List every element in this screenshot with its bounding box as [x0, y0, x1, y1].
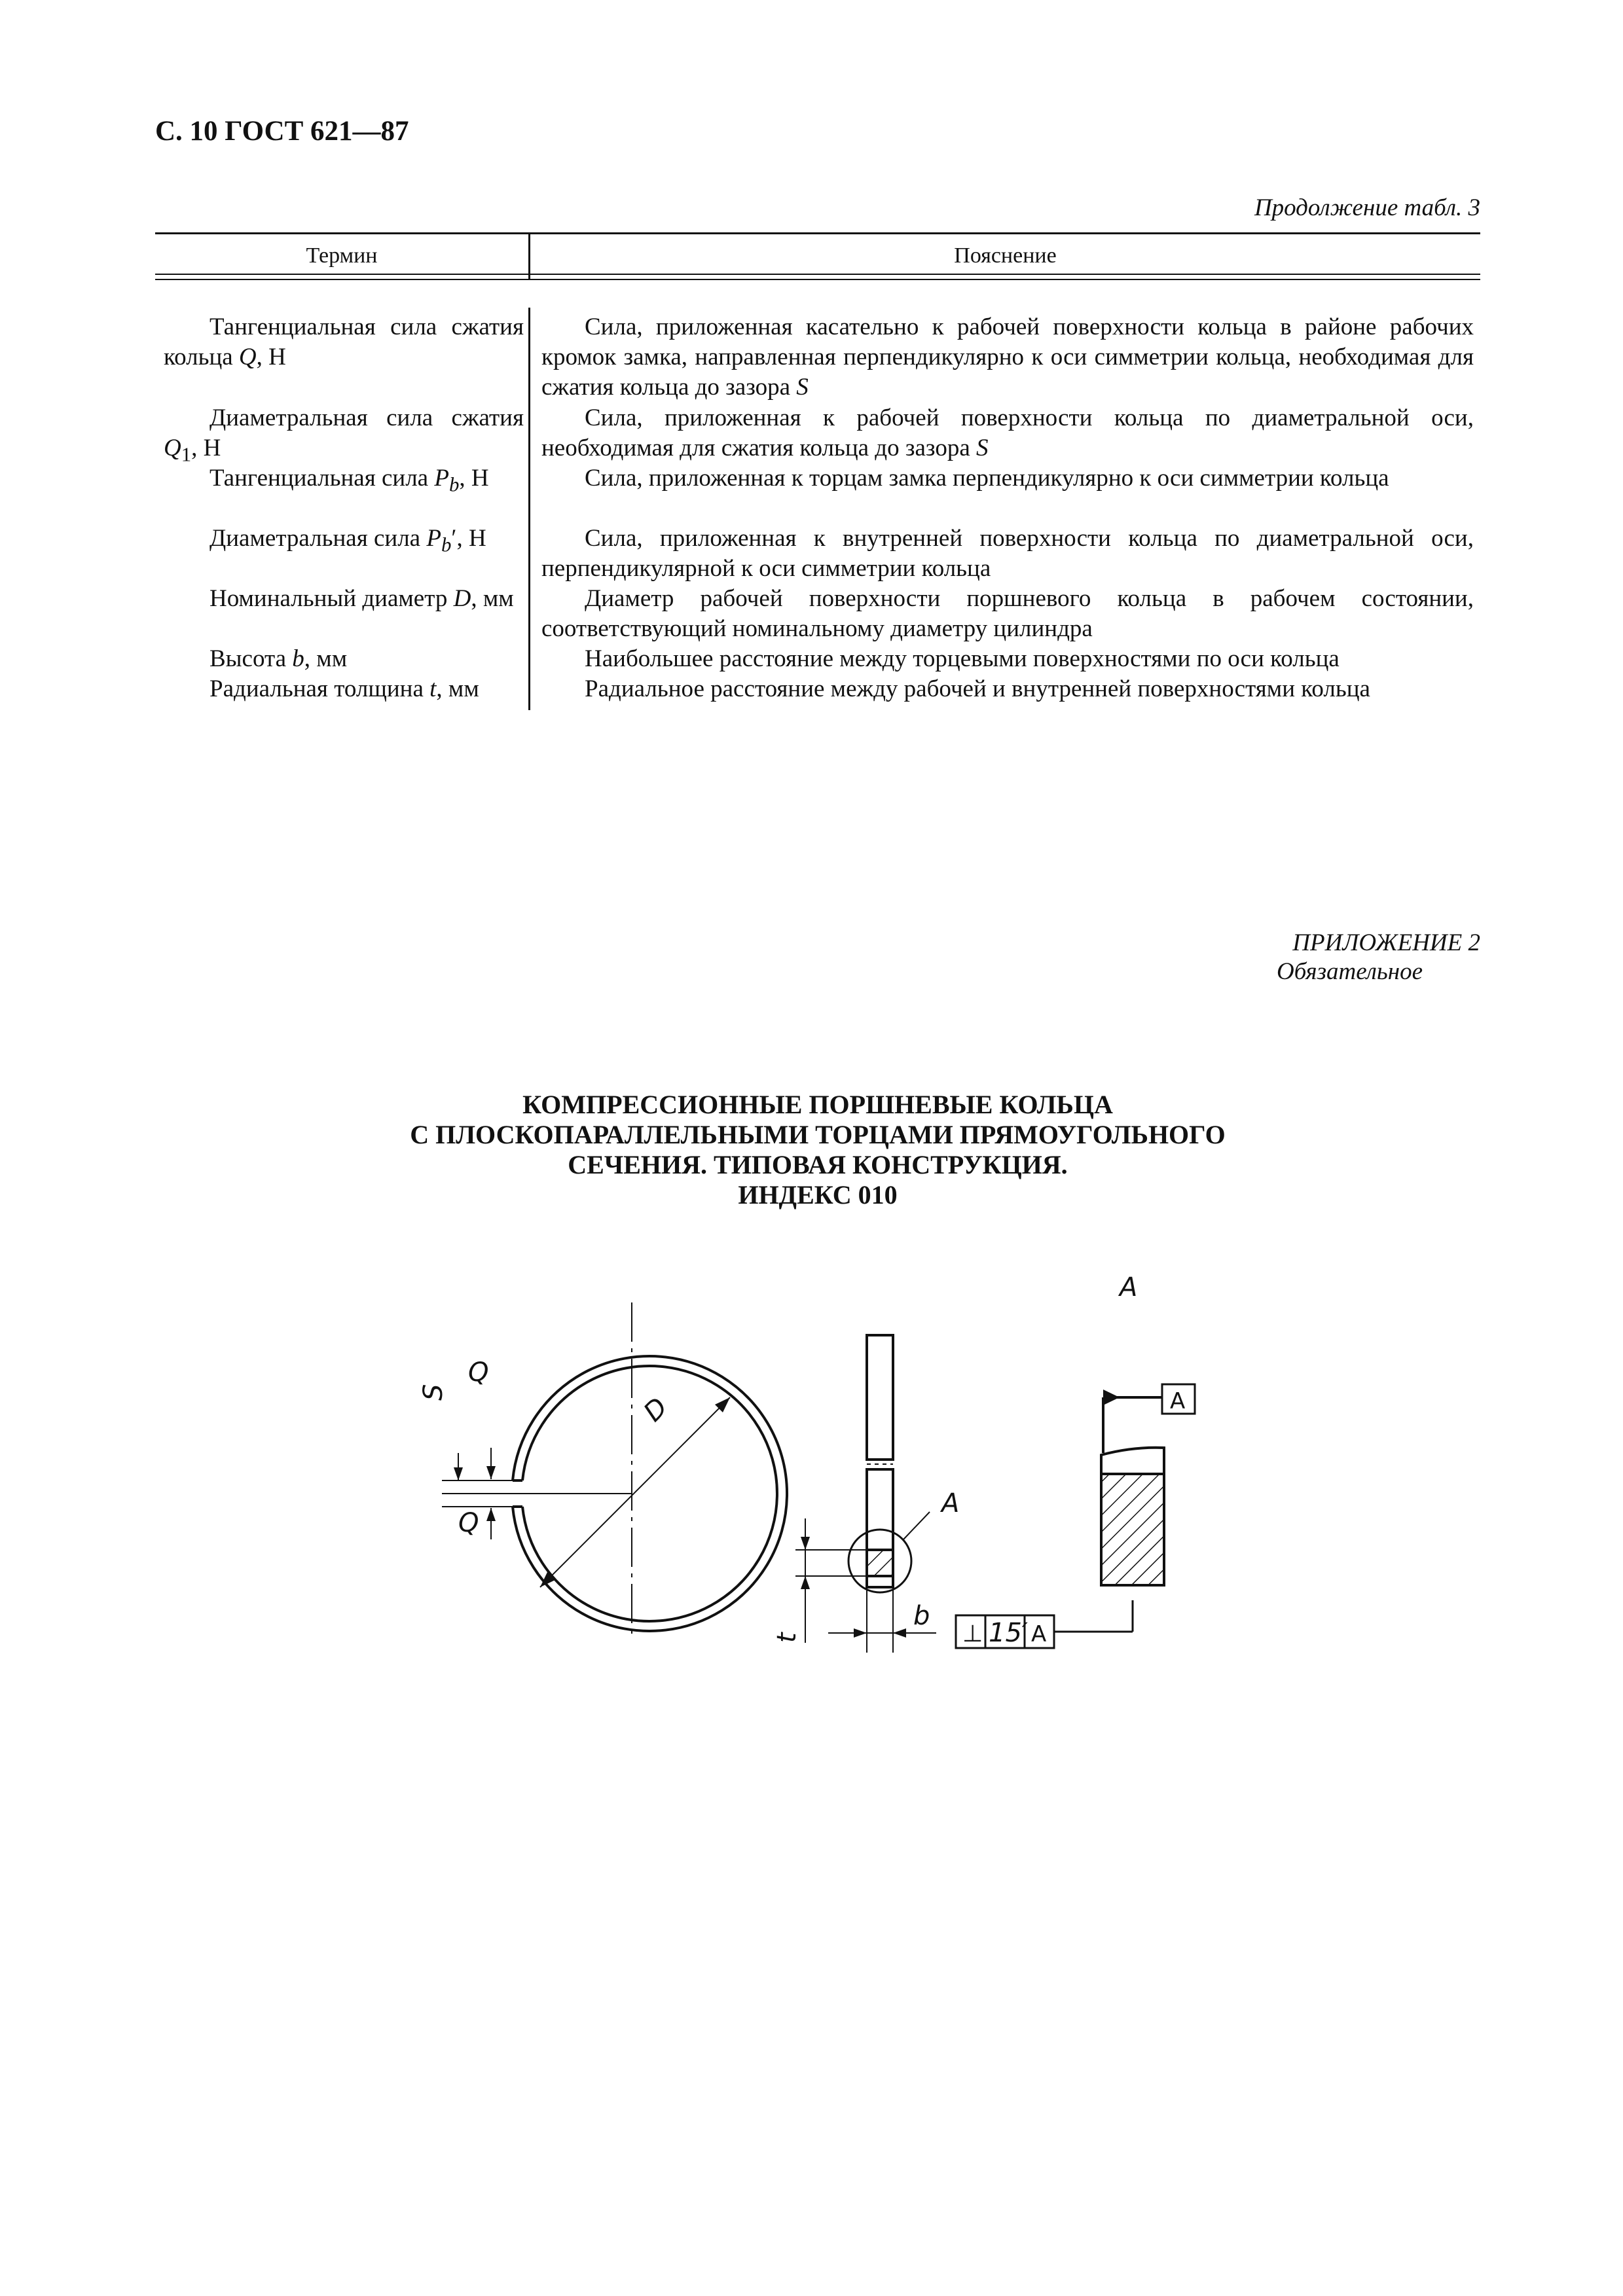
b-arrow-right [893, 1628, 906, 1638]
section-top-edge [1101, 1448, 1164, 1474]
s-dim-arrowhead [454, 1467, 463, 1480]
section-hatched-body [1101, 1474, 1164, 1585]
table-row-term: Диаметральная сила сжатия $Q_1$, Н [164, 404, 524, 466]
page-header: С. 10 ГОСТ 621—87 [155, 116, 409, 147]
title-line: КОМПРЕССИОННЫЕ ПОРШНЕВЫЕ КОЛЬЦА [522, 1090, 1113, 1119]
table-row-explanation: Диаметр рабочей поверхности поршневого кольца в рабочем состоянии, соответствующий номинальному диаметру цилиндра [541, 585, 1474, 642]
table-header-rule-1 [155, 274, 1480, 275]
table-row-term: Диаметральная сила $P_b'$, Н [210, 525, 486, 556]
ring-front-view [442, 1302, 787, 1636]
table-row-term: Тангенциальная сила сжатия кольца Q, Н [164, 314, 524, 370]
table-header-divider [528, 232, 530, 280]
b-arrow-left [854, 1628, 867, 1638]
datum-triangle [1103, 1390, 1120, 1405]
column-header-term: Термин [306, 243, 378, 268]
table-row-explanation: Сила, приложенная к внутренней поверхности кольца по диаметральной оси, перпендикулярной к оси симметрии кольца [541, 525, 1474, 582]
piston-ring-drawing [393, 1257, 1244, 1689]
table-continuation-note: Продолжение табл. 3 [1254, 194, 1480, 221]
table-row-explanation: Сила, приложенная к торцам замка перпендикулярно к оси симметрии кольца [585, 465, 1389, 492]
q-top-arrowhead [486, 1466, 496, 1479]
detail-view-a [1101, 1384, 1195, 1585]
view-a-label: A [1120, 1272, 1138, 1302]
q-bottom-arrowhead [486, 1508, 496, 1521]
table-row-term: Радиальная толщина t, мм [210, 675, 479, 702]
table-row-explanation: Сила, приложенная к рабочей поверхности кольца по диаметральной оси, необходимая для сжатия кольца до зазора S [541, 404, 1474, 461]
t-label: t [772, 1632, 802, 1643]
table-header-rule-2 [155, 279, 1480, 280]
table-row-term: Номинальный диаметр D, мм [210, 585, 514, 612]
title-line: СЕЧЕНИЯ. ТИПОВАЯ КОНСТРУКЦИЯ. [568, 1150, 1068, 1179]
appendix-number: ПРИЛОЖЕНИЕ 2 [1292, 929, 1480, 956]
appendix-label [1277, 929, 1480, 986]
table-row-explanation: Наибольшее расстояние между торцевыми поверхностями по оси кольца [585, 645, 1340, 672]
t-arrow-bottom [801, 1576, 810, 1589]
tolerance-datum: A [1031, 1621, 1047, 1647]
appendix-title [155, 1090, 1480, 1210]
table-row-term: Тангенциальная сила $P_b$, Н [210, 465, 489, 496]
tolerance-value: 15′ [989, 1618, 1028, 1648]
table-row-explanation: Сила, приложенная касательно к рабочей поверхности кольца в районе рабочих кромок замка, направленная перпендикулярно к оси симметрии кольца, необходимая для сжатия кольца до зазора S [541, 314, 1474, 401]
perpendicularity-symbol: ⊥ [962, 1621, 983, 1647]
b-label: b [913, 1601, 930, 1631]
s-label: S [418, 1384, 448, 1401]
table-row-term: Высота b, мм [210, 645, 348, 672]
table-column-divider [528, 308, 530, 710]
table-top-rule [155, 232, 1480, 234]
section-a-label: A [941, 1488, 960, 1518]
q-bottom-label: Q [458, 1508, 479, 1538]
column-header-explanation: Пояснение [954, 243, 1057, 268]
title-line: ИНДЕКС 010 [738, 1180, 898, 1210]
datum-box-label: A [1170, 1388, 1186, 1414]
t-arrow-top [801, 1537, 810, 1550]
detail-leader [903, 1512, 930, 1539]
diameter-label: D [638, 1391, 674, 1428]
q-top-label: Q [468, 1357, 489, 1388]
table-row-explanation: Радиальное расстояние между рабочей и внутренней поверхностями кольца [585, 675, 1370, 702]
appendix-status: Обязательное [1276, 958, 1423, 985]
title-line: С ПЛОСКОПАРАЛЛЕЛЬНЫМИ ТОРЦАМИ ПРЯМОУГОЛЬНОГО [410, 1120, 1226, 1149]
diameter-dimension-line [540, 1397, 730, 1587]
side-section-hatched [867, 1550, 893, 1576]
side-upper-segment [867, 1335, 893, 1460]
